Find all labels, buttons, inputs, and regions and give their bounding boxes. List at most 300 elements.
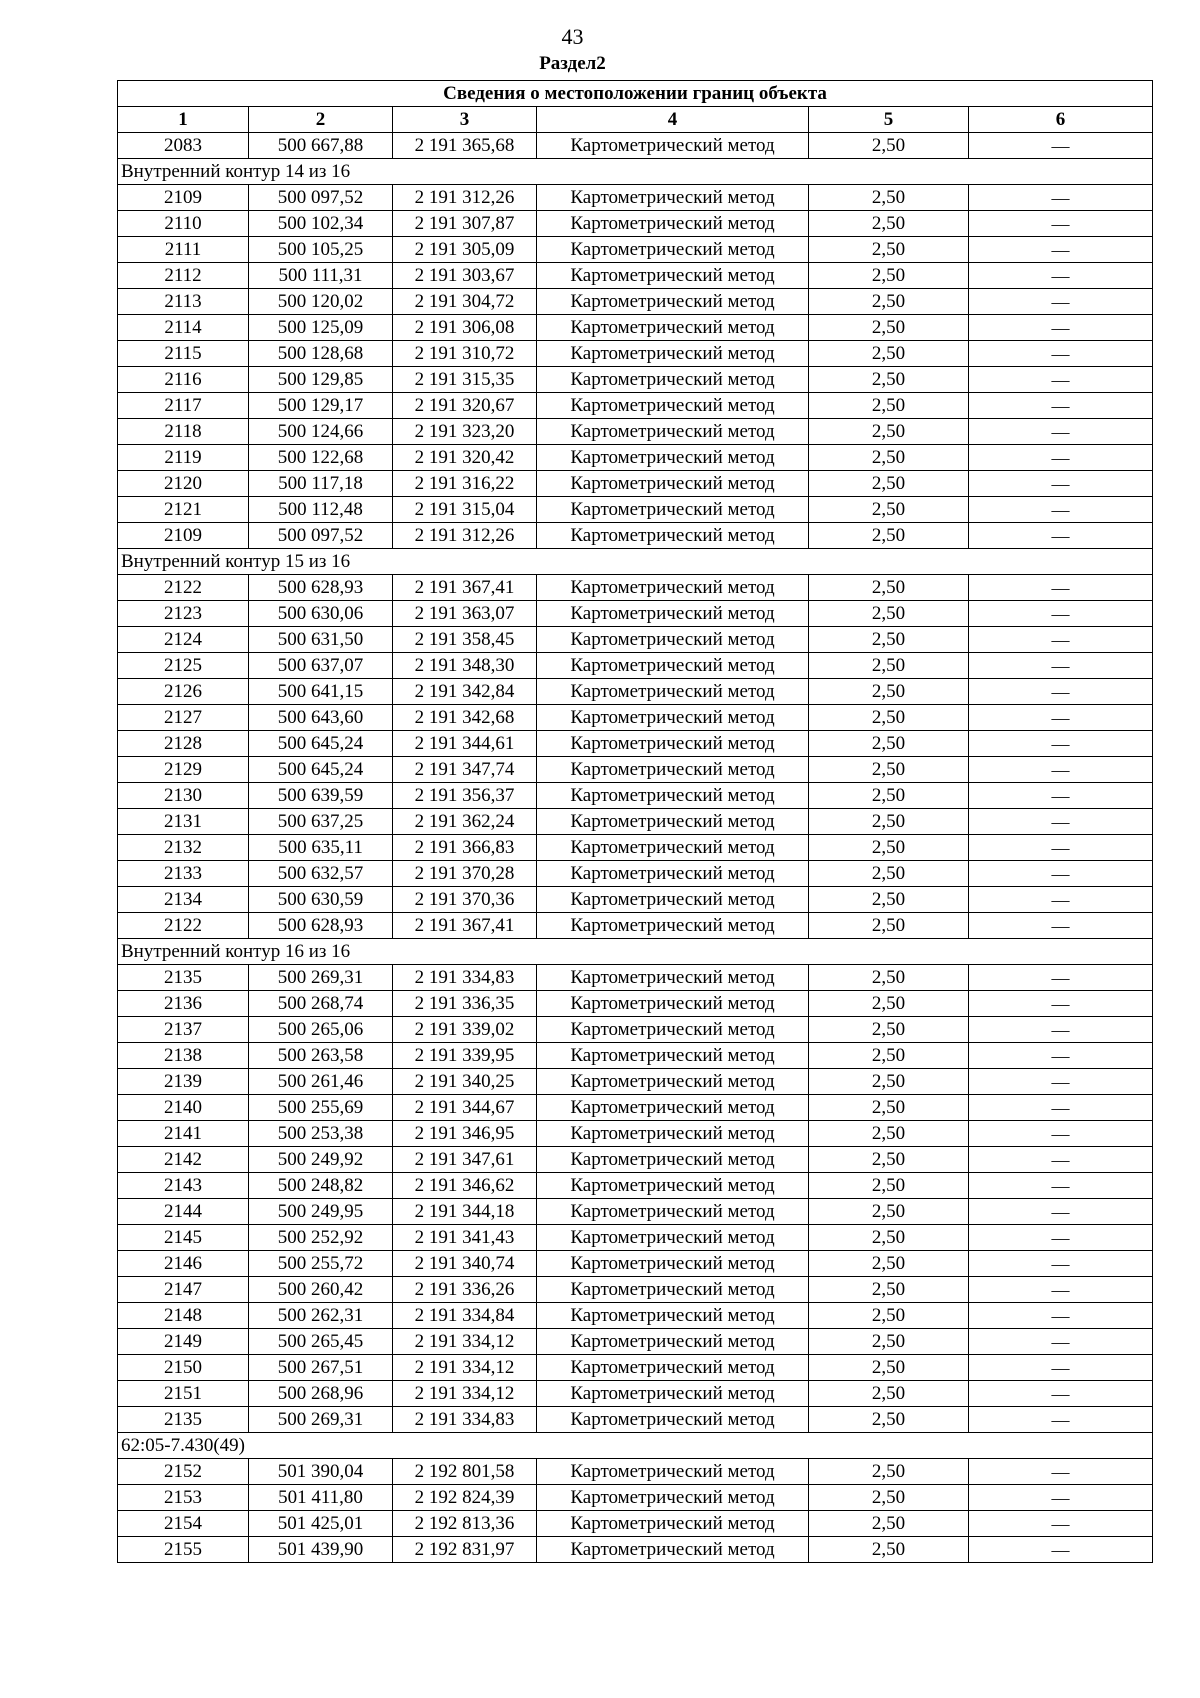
y-coordinate-cell: 2 191 363,07 xyxy=(393,601,537,627)
y-coordinate-cell: 2 191 320,67 xyxy=(393,393,537,419)
y-coordinate-cell: 2 192 824,39 xyxy=(393,1485,537,1511)
method-cell: Картометрический метод xyxy=(537,1511,809,1537)
description-cell: — xyxy=(969,757,1153,783)
contour-group-label: 62:05-7.430(49) xyxy=(118,1433,1153,1459)
x-coordinate-cell: 500 255,69 xyxy=(249,1095,393,1121)
contour-group-row xyxy=(118,1433,1153,1459)
y-coordinate-cell: 2 191 342,84 xyxy=(393,679,537,705)
x-coordinate-cell: 501 390,04 xyxy=(249,1459,393,1485)
x-coordinate-cell: 500 097,52 xyxy=(249,185,393,211)
table-row xyxy=(118,211,1153,237)
table-row xyxy=(118,471,1153,497)
table-row xyxy=(118,731,1153,757)
y-coordinate-cell: 2 191 346,62 xyxy=(393,1173,537,1199)
method-cell: Картометрический метод xyxy=(537,1537,809,1563)
point-number-cell: 2155 xyxy=(118,1537,249,1563)
point-number-cell: 2146 xyxy=(118,1251,249,1277)
y-coordinate-cell: 2 191 370,28 xyxy=(393,861,537,887)
accuracy-cell: 2,50 xyxy=(809,211,969,237)
x-coordinate-cell: 500 639,59 xyxy=(249,783,393,809)
description-cell: — xyxy=(969,1329,1153,1355)
table-row xyxy=(118,1303,1153,1329)
description-cell: — xyxy=(969,237,1153,263)
description-cell: — xyxy=(969,1199,1153,1225)
description-cell: — xyxy=(969,497,1153,523)
description-cell: — xyxy=(969,705,1153,731)
y-coordinate-cell: 2 191 323,20 xyxy=(393,419,537,445)
description-cell: — xyxy=(969,419,1153,445)
point-number-cell: 2109 xyxy=(118,185,249,211)
point-number-cell: 2153 xyxy=(118,1485,249,1511)
accuracy-cell: 2,50 xyxy=(809,289,969,315)
method-cell: Картометрический метод xyxy=(537,887,809,913)
y-coordinate-cell: 2 191 334,12 xyxy=(393,1381,537,1407)
description-cell: — xyxy=(969,991,1153,1017)
accuracy-cell: 2,50 xyxy=(809,419,969,445)
table-row xyxy=(118,289,1153,315)
point-number-cell: 2116 xyxy=(118,367,249,393)
table-title: Сведения о местоположении границ объекта xyxy=(118,81,1153,107)
table-row xyxy=(118,913,1153,939)
x-coordinate-cell: 500 630,06 xyxy=(249,601,393,627)
accuracy-cell: 2,50 xyxy=(809,679,969,705)
y-coordinate-cell: 2 191 334,83 xyxy=(393,965,537,991)
description-cell: — xyxy=(969,1095,1153,1121)
x-coordinate-cell: 500 267,51 xyxy=(249,1355,393,1381)
point-number-cell: 2125 xyxy=(118,653,249,679)
table-row xyxy=(118,1277,1153,1303)
accuracy-cell: 2,50 xyxy=(809,1251,969,1277)
point-number-cell: 2123 xyxy=(118,601,249,627)
method-cell: Картометрический метод xyxy=(537,627,809,653)
point-number-cell: 2148 xyxy=(118,1303,249,1329)
description-cell: — xyxy=(969,861,1153,887)
method-cell: Картометрический метод xyxy=(537,185,809,211)
contour-group-row xyxy=(118,939,1153,965)
y-coordinate-cell: 2 191 339,95 xyxy=(393,1043,537,1069)
x-coordinate-cell: 500 129,17 xyxy=(249,393,393,419)
accuracy-cell: 2,50 xyxy=(809,1121,969,1147)
table-row xyxy=(118,1251,1153,1277)
accuracy-cell: 2,50 xyxy=(809,263,969,289)
table-row xyxy=(118,1121,1153,1147)
y-coordinate-cell: 2 191 305,09 xyxy=(393,237,537,263)
accuracy-cell: 2,50 xyxy=(809,965,969,991)
table-row xyxy=(118,861,1153,887)
table-header xyxy=(118,81,1153,133)
point-number-cell: 2122 xyxy=(118,913,249,939)
table-row xyxy=(118,419,1153,445)
description-cell: — xyxy=(969,1251,1153,1277)
table-row xyxy=(118,1147,1153,1173)
method-cell: Картометрический метод xyxy=(537,1303,809,1329)
y-coordinate-cell: 2 191 342,68 xyxy=(393,705,537,731)
point-number-cell: 2117 xyxy=(118,393,249,419)
section-title: Раздел2 xyxy=(539,53,606,74)
accuracy-cell: 2,50 xyxy=(809,367,969,393)
point-number-cell: 2142 xyxy=(118,1147,249,1173)
contour-group-label: Внутренний контур 15 из 16 xyxy=(118,549,1153,575)
table-row xyxy=(118,341,1153,367)
method-cell: Картометрический метод xyxy=(537,809,809,835)
y-coordinate-cell: 2 191 303,67 xyxy=(393,263,537,289)
method-cell: Картометрический метод xyxy=(537,575,809,601)
point-number-cell: 2109 xyxy=(118,523,249,549)
x-coordinate-cell: 500 269,31 xyxy=(249,965,393,991)
accuracy-cell: 2,50 xyxy=(809,471,969,497)
table-row xyxy=(118,653,1153,679)
point-number-cell: 2152 xyxy=(118,1459,249,1485)
point-number-cell: 2131 xyxy=(118,809,249,835)
y-coordinate-cell: 2 191 315,04 xyxy=(393,497,537,523)
method-cell: Картометрический метод xyxy=(537,263,809,289)
point-number-cell: 2130 xyxy=(118,783,249,809)
y-coordinate-cell: 2 191 315,35 xyxy=(393,367,537,393)
description-cell: — xyxy=(969,1121,1153,1147)
y-coordinate-cell: 2 191 344,67 xyxy=(393,1095,537,1121)
table-row xyxy=(118,835,1153,861)
point-number-cell: 2115 xyxy=(118,341,249,367)
table-row xyxy=(118,133,1153,159)
accuracy-cell: 2,50 xyxy=(809,887,969,913)
method-cell: Картометрический метод xyxy=(537,1069,809,1095)
table-row xyxy=(118,263,1153,289)
x-coordinate-cell: 500 097,52 xyxy=(249,523,393,549)
point-number-cell: 2118 xyxy=(118,419,249,445)
point-number-cell: 2129 xyxy=(118,757,249,783)
y-coordinate-cell: 2 191 347,74 xyxy=(393,757,537,783)
column-number: 4 xyxy=(537,107,809,133)
table-row xyxy=(118,1459,1153,1485)
x-coordinate-cell: 500 637,25 xyxy=(249,809,393,835)
y-coordinate-cell: 2 191 316,22 xyxy=(393,471,537,497)
x-coordinate-cell: 500 253,38 xyxy=(249,1121,393,1147)
table-row xyxy=(118,705,1153,731)
method-cell: Картометрический метод xyxy=(537,445,809,471)
table-row xyxy=(118,237,1153,263)
x-coordinate-cell: 500 643,60 xyxy=(249,705,393,731)
x-coordinate-cell: 500 112,48 xyxy=(249,497,393,523)
method-cell: Картометрический метод xyxy=(537,1017,809,1043)
x-coordinate-cell: 500 265,45 xyxy=(249,1329,393,1355)
y-coordinate-cell: 2 191 306,08 xyxy=(393,315,537,341)
table-row xyxy=(118,1199,1153,1225)
accuracy-cell: 2,50 xyxy=(809,1069,969,1095)
x-coordinate-cell: 500 128,68 xyxy=(249,341,393,367)
method-cell: Картометрический метод xyxy=(537,1381,809,1407)
point-number-cell: 2149 xyxy=(118,1329,249,1355)
method-cell: Картометрический метод xyxy=(537,835,809,861)
y-coordinate-cell: 2 191 341,43 xyxy=(393,1225,537,1251)
x-coordinate-cell: 500 125,09 xyxy=(249,315,393,341)
description-cell: — xyxy=(969,367,1153,393)
table-row xyxy=(118,783,1153,809)
point-number-cell: 2143 xyxy=(118,1173,249,1199)
table-title-row xyxy=(118,81,1153,107)
accuracy-cell: 2,50 xyxy=(809,601,969,627)
accuracy-cell: 2,50 xyxy=(809,393,969,419)
accuracy-cell: 2,50 xyxy=(809,1173,969,1199)
y-coordinate-cell: 2 191 346,95 xyxy=(393,1121,537,1147)
y-coordinate-cell: 2 191 336,26 xyxy=(393,1277,537,1303)
method-cell: Картометрический метод xyxy=(537,367,809,393)
table-row xyxy=(118,1173,1153,1199)
x-coordinate-cell: 500 252,92 xyxy=(249,1225,393,1251)
x-coordinate-cell: 500 641,15 xyxy=(249,679,393,705)
x-coordinate-cell: 500 129,85 xyxy=(249,367,393,393)
x-coordinate-cell: 500 248,82 xyxy=(249,1173,393,1199)
method-cell: Картометрический метод xyxy=(537,523,809,549)
accuracy-cell: 2,50 xyxy=(809,1355,969,1381)
x-coordinate-cell: 501 425,01 xyxy=(249,1511,393,1537)
y-coordinate-cell: 2 191 347,61 xyxy=(393,1147,537,1173)
description-cell: — xyxy=(969,1537,1153,1563)
description-cell: — xyxy=(969,289,1153,315)
method-cell: Картометрический метод xyxy=(537,237,809,263)
table-row xyxy=(118,1485,1153,1511)
method-cell: Картометрический метод xyxy=(537,471,809,497)
table-row xyxy=(118,1329,1153,1355)
y-coordinate-cell: 2 191 362,24 xyxy=(393,809,537,835)
accuracy-cell: 2,50 xyxy=(809,1043,969,1069)
method-cell: Картометрический метод xyxy=(537,1277,809,1303)
point-number-cell: 2136 xyxy=(118,991,249,1017)
method-cell: Картометрический метод xyxy=(537,1485,809,1511)
description-cell: — xyxy=(969,1355,1153,1381)
description-cell: — xyxy=(969,1407,1153,1433)
accuracy-cell: 2,50 xyxy=(809,237,969,263)
table-row xyxy=(118,965,1153,991)
accuracy-cell: 2,50 xyxy=(809,783,969,809)
y-coordinate-cell: 2 191 365,68 xyxy=(393,133,537,159)
description-cell: — xyxy=(969,1277,1153,1303)
point-number-cell: 2133 xyxy=(118,861,249,887)
point-number-cell: 2112 xyxy=(118,263,249,289)
table-row xyxy=(118,1017,1153,1043)
table-row xyxy=(118,523,1153,549)
accuracy-cell: 2,50 xyxy=(809,1303,969,1329)
description-cell: — xyxy=(969,1459,1153,1485)
contour-group-label: Внутренний контур 16 из 16 xyxy=(118,939,1153,965)
method-cell: Картометрический метод xyxy=(537,861,809,887)
accuracy-cell: 2,50 xyxy=(809,133,969,159)
method-cell: Картометрический метод xyxy=(537,1173,809,1199)
table-row xyxy=(118,575,1153,601)
description-cell: — xyxy=(969,263,1153,289)
point-number-cell: 2119 xyxy=(118,445,249,471)
method-cell: Картометрический метод xyxy=(537,1095,809,1121)
point-number-cell: 2145 xyxy=(118,1225,249,1251)
point-number-cell: 2128 xyxy=(118,731,249,757)
description-cell: — xyxy=(969,1043,1153,1069)
method-cell: Картометрический метод xyxy=(537,1355,809,1381)
description-cell: — xyxy=(969,1225,1153,1251)
description-cell: — xyxy=(969,1173,1153,1199)
description-cell: — xyxy=(969,653,1153,679)
method-cell: Картометрический метод xyxy=(537,601,809,627)
method-cell: Картометрический метод xyxy=(537,315,809,341)
y-coordinate-cell: 2 191 344,18 xyxy=(393,1199,537,1225)
description-cell: — xyxy=(969,133,1153,159)
accuracy-cell: 2,50 xyxy=(809,653,969,679)
accuracy-cell: 2,50 xyxy=(809,1485,969,1511)
description-cell: — xyxy=(969,1017,1153,1043)
x-coordinate-cell: 500 631,50 xyxy=(249,627,393,653)
y-coordinate-cell: 2 191 304,72 xyxy=(393,289,537,315)
y-coordinate-cell: 2 191 336,35 xyxy=(393,991,537,1017)
accuracy-cell: 2,50 xyxy=(809,1459,969,1485)
x-coordinate-cell: 500 260,42 xyxy=(249,1277,393,1303)
x-coordinate-cell: 500 105,25 xyxy=(249,237,393,263)
table-body xyxy=(118,133,1153,1563)
method-cell: Картометрический метод xyxy=(537,991,809,1017)
table-row xyxy=(118,393,1153,419)
point-number-cell: 2150 xyxy=(118,1355,249,1381)
description-cell: — xyxy=(969,913,1153,939)
accuracy-cell: 2,50 xyxy=(809,575,969,601)
accuracy-cell: 2,50 xyxy=(809,1537,969,1563)
y-coordinate-cell: 2 191 356,37 xyxy=(393,783,537,809)
x-coordinate-cell: 501 439,90 xyxy=(249,1537,393,1563)
x-coordinate-cell: 500 265,06 xyxy=(249,1017,393,1043)
y-coordinate-cell: 2 192 813,36 xyxy=(393,1511,537,1537)
method-cell: Картометрический метод xyxy=(537,1043,809,1069)
description-cell: — xyxy=(969,185,1153,211)
method-cell: Картометрический метод xyxy=(537,1121,809,1147)
accuracy-cell: 2,50 xyxy=(809,1329,969,1355)
table-row xyxy=(118,809,1153,835)
y-coordinate-cell: 2 191 367,41 xyxy=(393,913,537,939)
accuracy-cell: 2,50 xyxy=(809,1381,969,1407)
point-number-cell: 2134 xyxy=(118,887,249,913)
point-number-cell: 2141 xyxy=(118,1121,249,1147)
x-coordinate-cell: 500 269,31 xyxy=(249,1407,393,1433)
description-cell: — xyxy=(969,575,1153,601)
method-cell: Картометрический метод xyxy=(537,1407,809,1433)
page-number: 43 xyxy=(561,24,584,49)
y-coordinate-cell: 2 191 340,25 xyxy=(393,1069,537,1095)
accuracy-cell: 2,50 xyxy=(809,1199,969,1225)
point-number-cell: 2139 xyxy=(118,1069,249,1095)
accuracy-cell: 2,50 xyxy=(809,445,969,471)
x-coordinate-cell: 500 268,74 xyxy=(249,991,393,1017)
y-coordinate-cell: 2 191 334,83 xyxy=(393,1407,537,1433)
description-cell: — xyxy=(969,783,1153,809)
x-coordinate-cell: 500 120,02 xyxy=(249,289,393,315)
y-coordinate-cell: 2 191 358,45 xyxy=(393,627,537,653)
description-cell: — xyxy=(969,731,1153,757)
description-cell: — xyxy=(969,393,1153,419)
point-number-cell: 2137 xyxy=(118,1017,249,1043)
column-number-row xyxy=(118,107,1153,133)
table-row xyxy=(118,367,1153,393)
y-coordinate-cell: 2 191 334,84 xyxy=(393,1303,537,1329)
method-cell: Картометрический метод xyxy=(537,783,809,809)
x-coordinate-cell: 500 249,95 xyxy=(249,1199,393,1225)
method-cell: Картометрический метод xyxy=(537,393,809,419)
x-coordinate-cell: 500 645,24 xyxy=(249,757,393,783)
method-cell: Картометрический метод xyxy=(537,133,809,159)
method-cell: Картометрический метод xyxy=(537,419,809,445)
description-cell: — xyxy=(969,627,1153,653)
table-row xyxy=(118,1225,1153,1251)
point-number-cell: 2111 xyxy=(118,237,249,263)
method-cell: Картометрический метод xyxy=(537,965,809,991)
description-cell: — xyxy=(969,1147,1153,1173)
table-row xyxy=(118,185,1153,211)
point-number-cell: 2110 xyxy=(118,211,249,237)
x-coordinate-cell: 500 124,66 xyxy=(249,419,393,445)
column-number: 6 xyxy=(969,107,1153,133)
accuracy-cell: 2,50 xyxy=(809,1147,969,1173)
description-cell: — xyxy=(969,835,1153,861)
description-cell: — xyxy=(969,1511,1153,1537)
x-coordinate-cell: 500 630,59 xyxy=(249,887,393,913)
accuracy-cell: 2,50 xyxy=(809,991,969,1017)
accuracy-cell: 2,50 xyxy=(809,523,969,549)
contour-group-row xyxy=(118,549,1153,575)
accuracy-cell: 2,50 xyxy=(809,835,969,861)
table-row xyxy=(118,679,1153,705)
x-coordinate-cell: 500 122,68 xyxy=(249,445,393,471)
method-cell: Картометрический метод xyxy=(537,1251,809,1277)
column-number: 2 xyxy=(249,107,393,133)
x-coordinate-cell: 500 628,93 xyxy=(249,913,393,939)
accuracy-cell: 2,50 xyxy=(809,809,969,835)
description-cell: — xyxy=(969,1069,1153,1095)
point-number-cell: 2132 xyxy=(118,835,249,861)
boundary-coordinates-table xyxy=(117,80,1153,1563)
point-number-cell: 2122 xyxy=(118,575,249,601)
contour-group-row xyxy=(118,159,1153,185)
point-number-cell: 2113 xyxy=(118,289,249,315)
accuracy-cell: 2,50 xyxy=(809,1017,969,1043)
y-coordinate-cell: 2 191 320,42 xyxy=(393,445,537,471)
y-coordinate-cell: 2 191 340,74 xyxy=(393,1251,537,1277)
y-coordinate-cell: 2 191 367,41 xyxy=(393,575,537,601)
point-number-cell: 2126 xyxy=(118,679,249,705)
x-coordinate-cell: 500 249,92 xyxy=(249,1147,393,1173)
table-row xyxy=(118,1043,1153,1069)
table-row xyxy=(118,757,1153,783)
y-coordinate-cell: 2 191 312,26 xyxy=(393,185,537,211)
description-cell: — xyxy=(969,1485,1153,1511)
table-row xyxy=(118,1537,1153,1563)
y-coordinate-cell: 2 191 370,36 xyxy=(393,887,537,913)
point-number-cell: 2144 xyxy=(118,1199,249,1225)
point-number-cell: 2151 xyxy=(118,1381,249,1407)
table-row xyxy=(118,1511,1153,1537)
accuracy-cell: 2,50 xyxy=(809,731,969,757)
point-number-cell: 2127 xyxy=(118,705,249,731)
accuracy-cell: 2,50 xyxy=(809,1095,969,1121)
x-coordinate-cell: 500 268,96 xyxy=(249,1381,393,1407)
method-cell: Картометрический метод xyxy=(537,731,809,757)
table-row xyxy=(118,991,1153,1017)
y-coordinate-cell: 2 191 312,26 xyxy=(393,523,537,549)
x-coordinate-cell: 500 111,31 xyxy=(249,263,393,289)
method-cell: Картометрический метод xyxy=(537,341,809,367)
y-coordinate-cell: 2 191 310,72 xyxy=(393,341,537,367)
point-number-cell: 2147 xyxy=(118,1277,249,1303)
accuracy-cell: 2,50 xyxy=(809,861,969,887)
description-cell: — xyxy=(969,523,1153,549)
table-row xyxy=(118,445,1153,471)
x-coordinate-cell: 501 411,80 xyxy=(249,1485,393,1511)
accuracy-cell: 2,50 xyxy=(809,341,969,367)
point-number-cell: 2138 xyxy=(118,1043,249,1069)
description-cell: — xyxy=(969,679,1153,705)
